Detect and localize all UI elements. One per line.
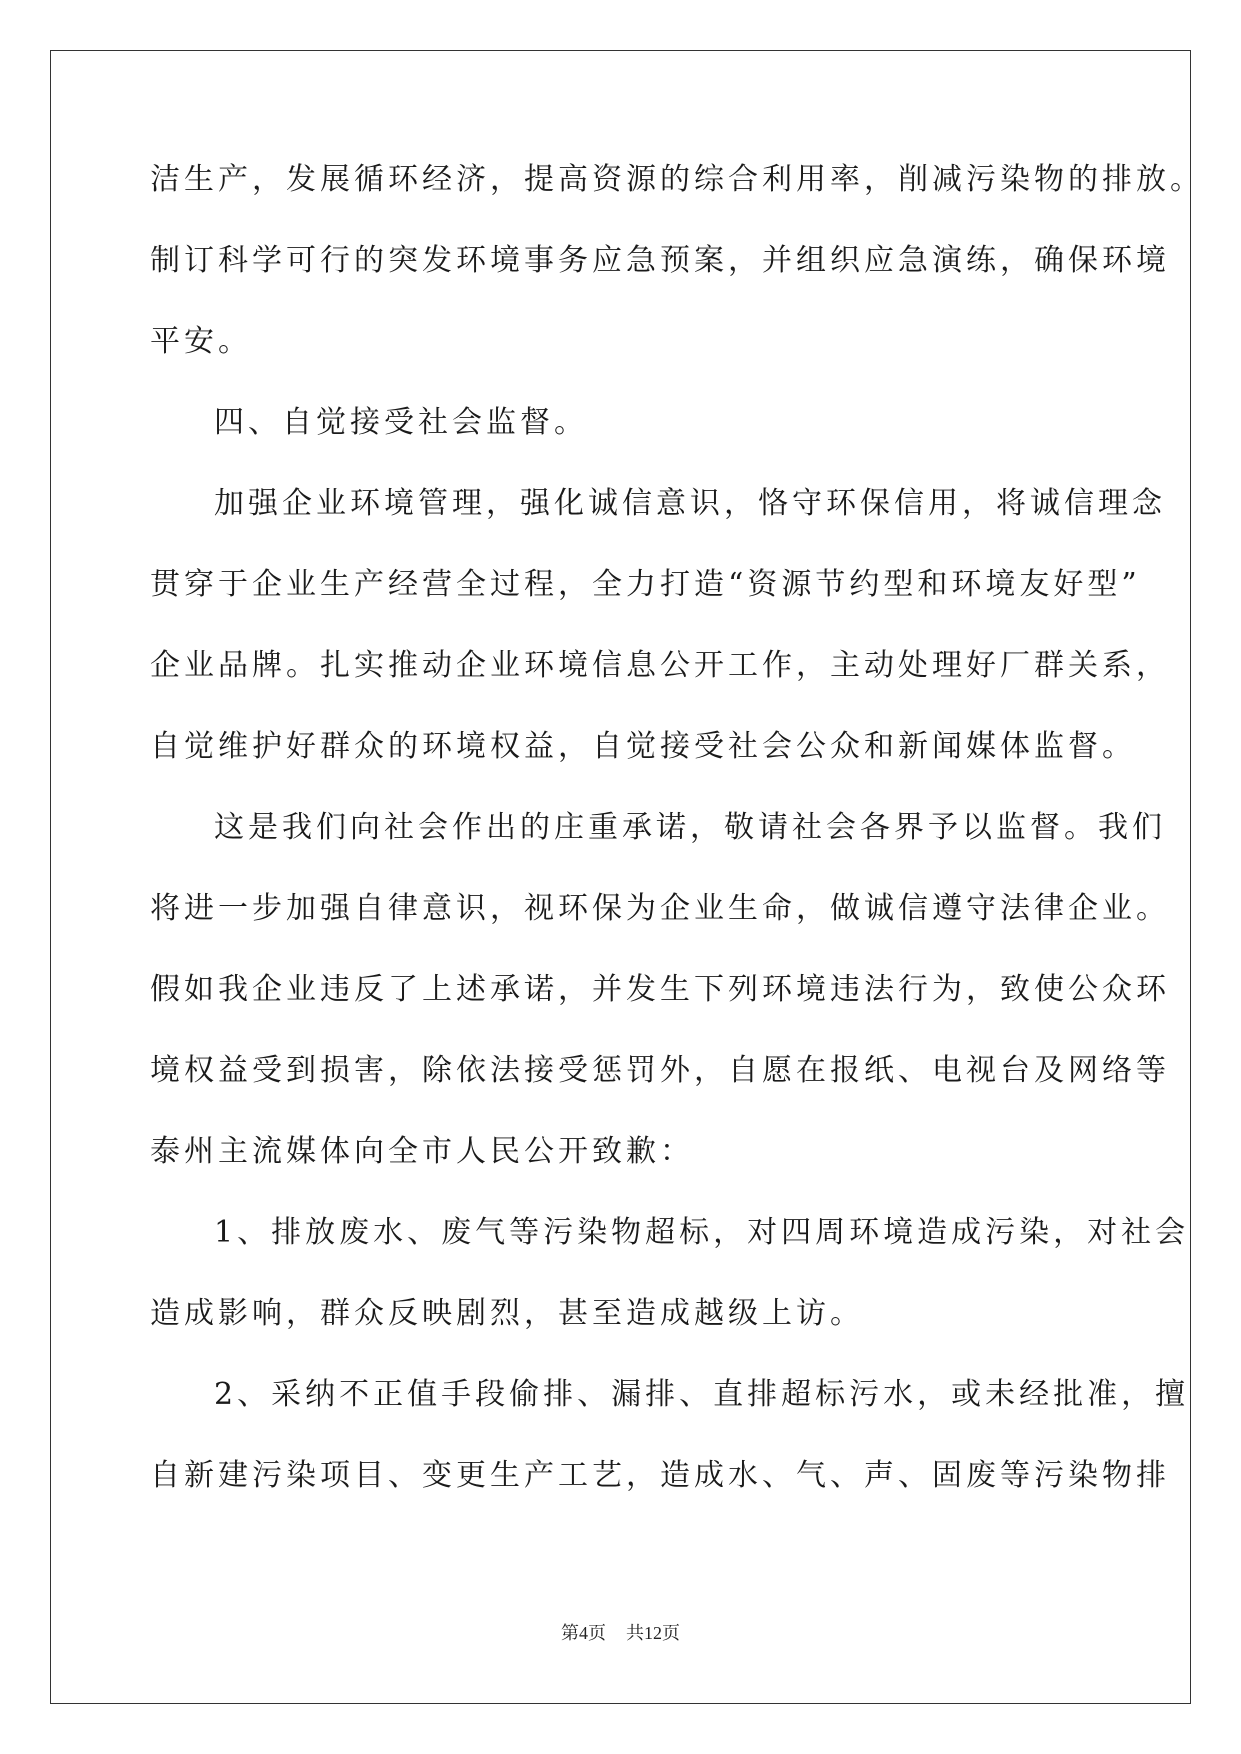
document-body — [150, 160, 1204, 1537]
text-line: 1、排放废水、废气等污染物超标，对四周环境造成污染，对社会 — [214, 1215, 1190, 1250]
text-line: 企业品牌。扎实推动企业环境信息公开工作，主动处理好厂群关系， — [150, 648, 1170, 683]
text-line: 自觉维护好群众的环境权益，自觉接受社会公众和新闻媒体监督。 — [150, 729, 1136, 764]
text-line: 境权益受到损害，除依法接受惩罚外，自愿在报纸、电视台及网络等 — [150, 1053, 1170, 1088]
page-total: 共12页 — [626, 1623, 680, 1643]
text-line: 2、采纳不正值手段偷排、漏排、直排超标污水，或未经批准，擅 — [214, 1377, 1190, 1412]
text-line: 洁生产，发展循环经济，提高资源的综合利用率，削减污染物的排放。 — [150, 162, 1204, 197]
text-line: 假如我企业违反了上述承诺，并发生下列环境违法行为，致使公众环 — [150, 972, 1170, 1007]
text-line: 自新建污染项目、变更生产工艺，造成水、气、声、固废等污染物排 — [150, 1458, 1170, 1493]
text-line: 制订科学可行的突发环境事务应急预案，并组织应急演练，确保环境 — [150, 243, 1170, 278]
text-line: 贯穿于企业生产经营全过程，全力打造“资源节约型和环境友好型” — [150, 567, 1141, 602]
text-line: 这是我们向社会作出的庄重承诺，敬请社会各界予以监督。我们 — [214, 810, 1166, 845]
page-number: 第4页 — [561, 1623, 606, 1643]
text-line: 将进一步加强自律意识，视环保为企业生命，做诚信遵守法律企业。 — [150, 891, 1170, 926]
text-line: 四、自觉接受社会监督。 — [214, 405, 588, 440]
page-footer — [0, 1622, 1241, 1644]
text-line: 造成影响，群众反映剧烈，甚至造成越级上访。 — [150, 1296, 864, 1331]
text-line: 泰州主流媒体向全市人民公开致歉： — [150, 1134, 694, 1169]
text-line: 平安。 — [150, 324, 252, 359]
text-line: 加强企业环境管理，强化诚信意识，恪守环保信用，将诚信理念 — [214, 486, 1166, 521]
